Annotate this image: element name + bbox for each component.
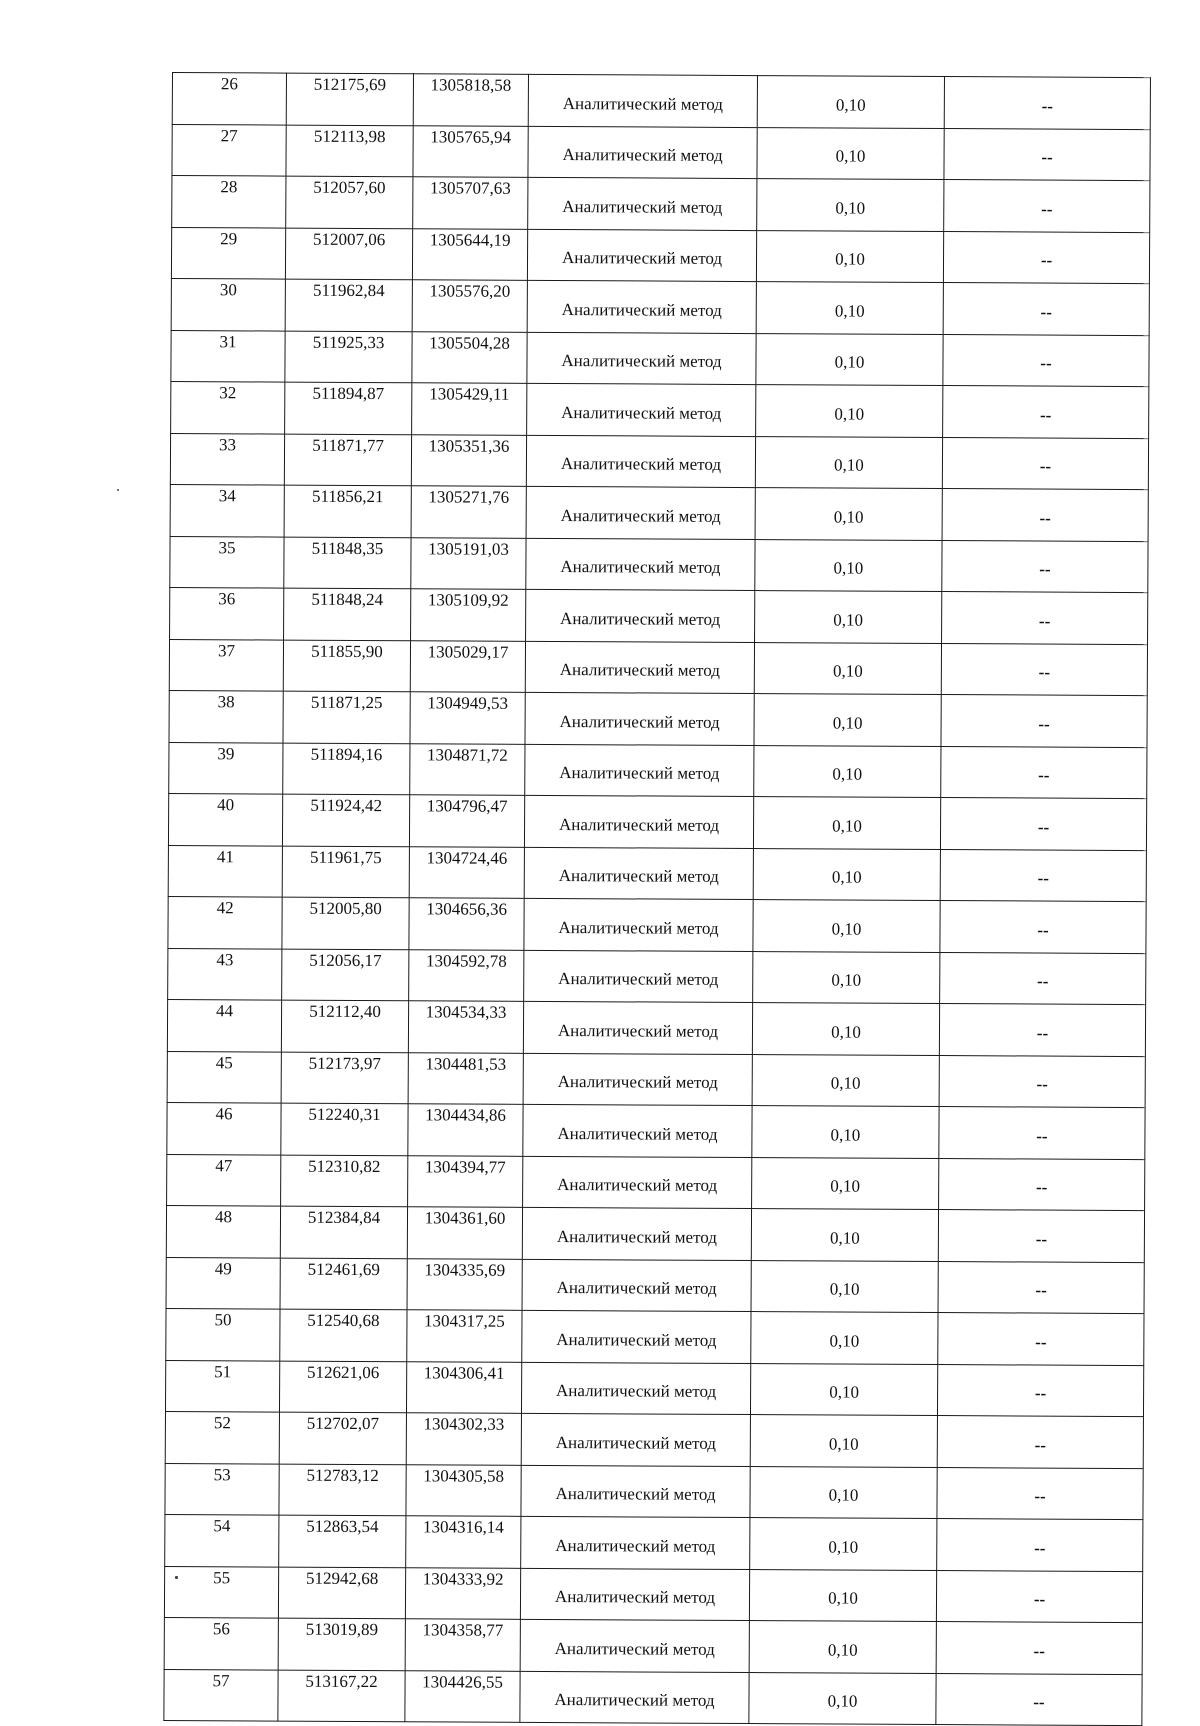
x-coordinate-cell: 512863,54 bbox=[279, 1515, 406, 1567]
point-number-cell: 48 bbox=[166, 1205, 280, 1257]
table-row bbox=[169, 639, 1147, 696]
accuracy-cell: 0,10 bbox=[749, 1621, 936, 1673]
point-number-cell: 26 bbox=[172, 73, 286, 125]
note-cell: -- bbox=[941, 643, 1147, 696]
table-row bbox=[166, 1257, 1144, 1314]
note-cell: -- bbox=[940, 952, 1146, 1005]
accuracy-cell: 0,10 bbox=[749, 1569, 936, 1621]
y-coordinate-cell: 1305191,03 bbox=[411, 537, 526, 589]
x-coordinate-cell: 511894,87 bbox=[285, 382, 412, 434]
point-number-cell: 46 bbox=[167, 1102, 281, 1154]
y-coordinate-cell: 1304871,72 bbox=[410, 743, 525, 795]
accuracy-cell: 0,10 bbox=[750, 1518, 937, 1570]
y-coordinate-cell: 1304592,78 bbox=[409, 949, 524, 1001]
y-coordinate-cell: 1305429,11 bbox=[412, 383, 527, 435]
x-coordinate-cell: 511871,25 bbox=[283, 691, 410, 743]
coordinates-table bbox=[163, 72, 1151, 1726]
x-coordinate-cell: 512942,68 bbox=[278, 1567, 405, 1619]
table-row bbox=[171, 227, 1149, 284]
note-cell: -- bbox=[944, 128, 1150, 181]
x-coordinate-cell: 511855,90 bbox=[283, 640, 410, 692]
y-coordinate-cell: 1304656,36 bbox=[409, 898, 524, 950]
method-cell: Аналитический метод bbox=[522, 1310, 751, 1363]
accuracy-cell: 0,10 bbox=[750, 1466, 937, 1518]
point-number-cell: 41 bbox=[168, 845, 282, 897]
note-cell: -- bbox=[937, 1416, 1143, 1469]
table-body bbox=[164, 73, 1151, 1726]
y-coordinate-cell: 1305818,58 bbox=[413, 74, 528, 126]
x-coordinate-cell: 511848,24 bbox=[284, 588, 411, 640]
method-cell: Аналитический метод bbox=[526, 486, 755, 539]
x-coordinate-cell: 512461,69 bbox=[280, 1258, 407, 1310]
x-coordinate-cell: 513167,22 bbox=[278, 1670, 405, 1722]
y-coordinate-cell: 1304335,69 bbox=[407, 1258, 522, 1310]
point-number-cell: 36 bbox=[170, 587, 284, 639]
accuracy-cell: 0,10 bbox=[752, 1106, 939, 1158]
y-coordinate-cell: 1304316,14 bbox=[406, 1516, 521, 1568]
y-coordinate-cell: 1304434,86 bbox=[408, 1104, 523, 1156]
note-cell: -- bbox=[943, 334, 1149, 387]
table-row bbox=[168, 793, 1146, 850]
method-cell: Аналитический метод bbox=[528, 177, 757, 230]
note-cell: -- bbox=[939, 1158, 1145, 1211]
x-coordinate-cell: 511962,84 bbox=[285, 279, 412, 331]
accuracy-cell: 0,10 bbox=[753, 797, 940, 849]
y-coordinate-cell: 1304426,55 bbox=[405, 1670, 520, 1722]
table-row bbox=[167, 1051, 1145, 1108]
accuracy-cell: 0,10 bbox=[750, 1415, 937, 1467]
point-number-cell: 33 bbox=[170, 433, 284, 485]
y-coordinate-cell: 1304361,60 bbox=[407, 1207, 522, 1259]
accuracy-cell: 0,10 bbox=[756, 333, 943, 385]
note-cell: -- bbox=[937, 1519, 1143, 1572]
x-coordinate-cell: 512240,31 bbox=[281, 1103, 408, 1155]
point-number-cell: 55 bbox=[164, 1566, 278, 1618]
point-number-cell: 29 bbox=[171, 227, 285, 279]
accuracy-cell: 0,10 bbox=[757, 179, 944, 231]
accuracy-cell: 0,10 bbox=[757, 127, 944, 179]
x-coordinate-cell: 511894,16 bbox=[283, 743, 410, 795]
x-coordinate-cell: 512007,06 bbox=[285, 228, 412, 280]
method-cell: Аналитический метод bbox=[526, 435, 755, 488]
method-cell: Аналитический метод bbox=[524, 795, 753, 848]
point-number-cell: 52 bbox=[165, 1411, 279, 1463]
method-cell: Аналитический метод bbox=[527, 383, 756, 436]
point-number-cell: 51 bbox=[165, 1360, 279, 1412]
note-cell: -- bbox=[943, 231, 1149, 284]
point-number-cell: 50 bbox=[166, 1308, 280, 1360]
method-cell: Аналитический метод bbox=[525, 641, 754, 694]
method-cell: Аналитический метод bbox=[523, 1053, 752, 1106]
method-cell: Аналитический метод bbox=[522, 1207, 751, 1260]
y-coordinate-cell: 1304358,77 bbox=[405, 1619, 520, 1671]
accuracy-cell: 0,10 bbox=[755, 436, 942, 488]
point-number-cell: 42 bbox=[168, 896, 282, 948]
table-row bbox=[170, 433, 1148, 490]
table-row bbox=[165, 1514, 1143, 1571]
method-cell: Аналитический метод bbox=[523, 1104, 752, 1157]
note-cell: -- bbox=[940, 901, 1146, 954]
method-cell: Аналитический метод bbox=[522, 1259, 751, 1312]
accuracy-cell: 0,10 bbox=[750, 1363, 937, 1415]
table-row bbox=[168, 948, 1146, 1005]
method-cell: Аналитический метод bbox=[526, 589, 755, 642]
method-cell: Аналитический метод bbox=[527, 332, 756, 385]
accuracy-cell: 0,10 bbox=[752, 1003, 939, 1055]
method-cell: Аналитический метод bbox=[520, 1619, 749, 1672]
accuracy-cell: 0,10 bbox=[756, 230, 943, 282]
method-cell: Аналитический метод bbox=[520, 1671, 749, 1724]
x-coordinate-cell: 512057,60 bbox=[286, 176, 413, 228]
note-cell: -- bbox=[936, 1622, 1142, 1675]
x-coordinate-cell: 511856,21 bbox=[284, 485, 411, 537]
table-row bbox=[165, 1411, 1143, 1468]
note-cell: -- bbox=[943, 283, 1149, 336]
x-coordinate-cell: 513019,89 bbox=[278, 1618, 405, 1670]
table-row bbox=[171, 381, 1149, 438]
note-cell: -- bbox=[944, 180, 1150, 233]
note-cell: -- bbox=[940, 849, 1146, 902]
accuracy-cell: 0,10 bbox=[757, 76, 944, 128]
table-row bbox=[167, 1102, 1145, 1159]
note-cell: -- bbox=[937, 1364, 1143, 1417]
table-row bbox=[166, 1308, 1144, 1365]
accuracy-cell: 0,10 bbox=[753, 951, 940, 1003]
method-cell: Аналитический метод bbox=[528, 126, 757, 179]
x-coordinate-cell: 512310,82 bbox=[281, 1155, 408, 1207]
table-row bbox=[172, 124, 1150, 181]
accuracy-cell: 0,10 bbox=[754, 694, 941, 746]
y-coordinate-cell: 1305271,76 bbox=[411, 486, 526, 538]
x-coordinate-cell: 512384,84 bbox=[280, 1206, 407, 1258]
method-cell: Аналитический метод bbox=[526, 538, 755, 591]
accuracy-cell: 0,10 bbox=[751, 1260, 938, 1312]
note-cell: -- bbox=[943, 386, 1149, 439]
x-coordinate-cell: 512112,40 bbox=[281, 1000, 408, 1052]
y-coordinate-cell: 1305644,19 bbox=[412, 228, 527, 280]
accuracy-cell: 0,10 bbox=[751, 1312, 938, 1364]
x-coordinate-cell: 512113,98 bbox=[286, 125, 413, 177]
table-row bbox=[164, 1566, 1142, 1623]
scan-speck bbox=[175, 1576, 178, 1579]
accuracy-cell: 0,10 bbox=[755, 591, 942, 643]
method-cell: Аналитический метод bbox=[521, 1413, 750, 1466]
point-number-cell: 57 bbox=[164, 1669, 278, 1721]
point-number-cell: 31 bbox=[171, 330, 285, 382]
note-cell: -- bbox=[941, 746, 1147, 799]
method-cell: Аналитический метод bbox=[524, 898, 753, 951]
table-row bbox=[171, 278, 1149, 335]
x-coordinate-cell: 511925,33 bbox=[285, 331, 412, 383]
x-coordinate-cell: 511924,42 bbox=[282, 794, 409, 846]
x-coordinate-cell: 512702,07 bbox=[279, 1412, 406, 1464]
method-cell: Аналитический метод bbox=[527, 229, 756, 282]
table-row bbox=[171, 330, 1149, 387]
accuracy-cell: 0,10 bbox=[755, 488, 942, 540]
accuracy-cell: 0,10 bbox=[756, 282, 943, 334]
point-number-cell: 49 bbox=[166, 1257, 280, 1309]
note-cell: -- bbox=[941, 695, 1147, 748]
y-coordinate-cell: 1304317,25 bbox=[407, 1310, 522, 1362]
y-coordinate-cell: 1305351,36 bbox=[411, 434, 526, 486]
note-cell: -- bbox=[938, 1261, 1144, 1314]
method-cell: Аналитический метод bbox=[523, 1001, 752, 1054]
x-coordinate-cell: 512175,69 bbox=[286, 73, 413, 125]
y-coordinate-cell: 1304534,33 bbox=[408, 1001, 523, 1053]
accuracy-cell: 0,10 bbox=[751, 1209, 938, 1261]
y-coordinate-cell: 1304796,47 bbox=[409, 795, 524, 847]
table-row bbox=[168, 845, 1146, 902]
table-row bbox=[169, 742, 1147, 799]
note-cell: -- bbox=[942, 540, 1148, 593]
table-row bbox=[169, 690, 1147, 747]
x-coordinate-cell: 511848,35 bbox=[284, 537, 411, 589]
point-number-cell: 35 bbox=[170, 536, 284, 588]
note-cell: -- bbox=[940, 798, 1146, 851]
x-coordinate-cell: 511871,77 bbox=[284, 434, 411, 486]
note-cell: -- bbox=[936, 1673, 1142, 1726]
y-coordinate-cell: 1305765,94 bbox=[413, 125, 528, 177]
note-cell: -- bbox=[939, 1055, 1145, 1108]
table-row bbox=[165, 1463, 1143, 1520]
table-row bbox=[164, 1669, 1142, 1726]
accuracy-cell: 0,10 bbox=[755, 539, 942, 591]
y-coordinate-cell: 1304305,58 bbox=[406, 1464, 521, 1516]
y-coordinate-cell: 1305707,63 bbox=[413, 177, 528, 229]
note-cell: -- bbox=[937, 1467, 1143, 1520]
point-number-cell: 32 bbox=[171, 381, 285, 433]
table-row bbox=[166, 1205, 1144, 1262]
y-coordinate-cell: 1304949,53 bbox=[410, 692, 525, 744]
accuracy-cell: 0,10 bbox=[753, 900, 940, 952]
note-cell: -- bbox=[944, 77, 1150, 130]
accuracy-cell: 0,10 bbox=[754, 642, 941, 694]
point-number-cell: 30 bbox=[171, 278, 285, 330]
y-coordinate-cell: 1304333,92 bbox=[405, 1567, 520, 1619]
point-number-cell: 56 bbox=[164, 1617, 278, 1669]
note-cell: -- bbox=[942, 489, 1148, 542]
note-cell: -- bbox=[942, 592, 1148, 645]
accuracy-cell: 0,10 bbox=[752, 1157, 939, 1209]
point-number-cell: 27 bbox=[172, 124, 286, 176]
y-coordinate-cell: 1304481,53 bbox=[408, 1052, 523, 1104]
x-coordinate-cell: 512783,12 bbox=[279, 1464, 406, 1516]
accuracy-cell: 0,10 bbox=[753, 848, 940, 900]
table-row bbox=[170, 484, 1148, 541]
x-coordinate-cell: 512621,06 bbox=[279, 1361, 406, 1413]
accuracy-cell: 0,10 bbox=[754, 745, 941, 797]
note-cell: -- bbox=[938, 1210, 1144, 1263]
method-cell: Аналитический метод bbox=[525, 744, 754, 797]
table-row bbox=[167, 1154, 1145, 1211]
accuracy-cell: 0,10 bbox=[749, 1672, 936, 1724]
point-number-cell: 43 bbox=[168, 948, 282, 1000]
note-cell: -- bbox=[942, 437, 1148, 490]
note-cell: -- bbox=[939, 1004, 1145, 1057]
note-cell: -- bbox=[939, 1107, 1145, 1160]
x-coordinate-cell: 512005,80 bbox=[282, 897, 409, 949]
method-cell: Аналитический метод bbox=[524, 847, 753, 900]
point-number-cell: 34 bbox=[170, 484, 284, 536]
point-number-cell: 28 bbox=[172, 176, 286, 228]
point-number-cell: 44 bbox=[167, 999, 281, 1051]
method-cell: Аналитический метод bbox=[524, 950, 753, 1003]
point-number-cell: 54 bbox=[165, 1514, 279, 1566]
point-number-cell: 40 bbox=[168, 793, 282, 845]
x-coordinate-cell: 512540,68 bbox=[280, 1309, 407, 1361]
point-number-cell: 53 bbox=[165, 1463, 279, 1515]
table-row bbox=[168, 896, 1146, 953]
point-number-cell: 47 bbox=[167, 1154, 281, 1206]
table-row bbox=[165, 1360, 1143, 1417]
x-coordinate-cell: 512173,97 bbox=[281, 1052, 408, 1104]
method-cell: Аналитический метод bbox=[521, 1465, 750, 1518]
note-cell: -- bbox=[938, 1313, 1144, 1366]
y-coordinate-cell: 1305504,28 bbox=[412, 331, 527, 383]
method-cell: Аналитический метод bbox=[523, 1156, 752, 1209]
x-coordinate-cell: 512056,17 bbox=[282, 949, 409, 1001]
scan-speck bbox=[117, 489, 119, 491]
table-row bbox=[167, 999, 1145, 1056]
y-coordinate-cell: 1304302,33 bbox=[406, 1413, 521, 1465]
x-coordinate-cell: 511961,75 bbox=[282, 846, 409, 898]
table-row bbox=[170, 536, 1148, 593]
point-number-cell: 38 bbox=[169, 690, 283, 742]
y-coordinate-cell: 1305029,17 bbox=[410, 640, 525, 692]
point-number-cell: 39 bbox=[169, 742, 283, 794]
table-row bbox=[164, 1617, 1142, 1674]
y-coordinate-cell: 1304306,41 bbox=[406, 1361, 521, 1413]
method-cell: Аналитический метод bbox=[520, 1568, 749, 1621]
note-cell: -- bbox=[936, 1570, 1142, 1623]
table-row bbox=[172, 176, 1150, 233]
point-number-cell: 37 bbox=[169, 639, 283, 691]
y-coordinate-cell: 1304394,77 bbox=[408, 1155, 523, 1207]
method-cell: Аналитический метод bbox=[528, 74, 757, 127]
accuracy-cell: 0,10 bbox=[756, 385, 943, 437]
method-cell: Аналитический метод bbox=[521, 1362, 750, 1415]
method-cell: Аналитический метод bbox=[521, 1516, 750, 1569]
y-coordinate-cell: 1305109,92 bbox=[411, 589, 526, 641]
method-cell: Аналитический метод bbox=[527, 280, 756, 333]
table-row bbox=[172, 73, 1150, 130]
table-row bbox=[170, 587, 1148, 644]
y-coordinate-cell: 1304724,46 bbox=[409, 846, 524, 898]
method-cell: Аналитический метод bbox=[525, 692, 754, 745]
point-number-cell: 45 bbox=[167, 1051, 281, 1103]
accuracy-cell: 0,10 bbox=[752, 1054, 939, 1106]
y-coordinate-cell: 1305576,20 bbox=[412, 280, 527, 332]
